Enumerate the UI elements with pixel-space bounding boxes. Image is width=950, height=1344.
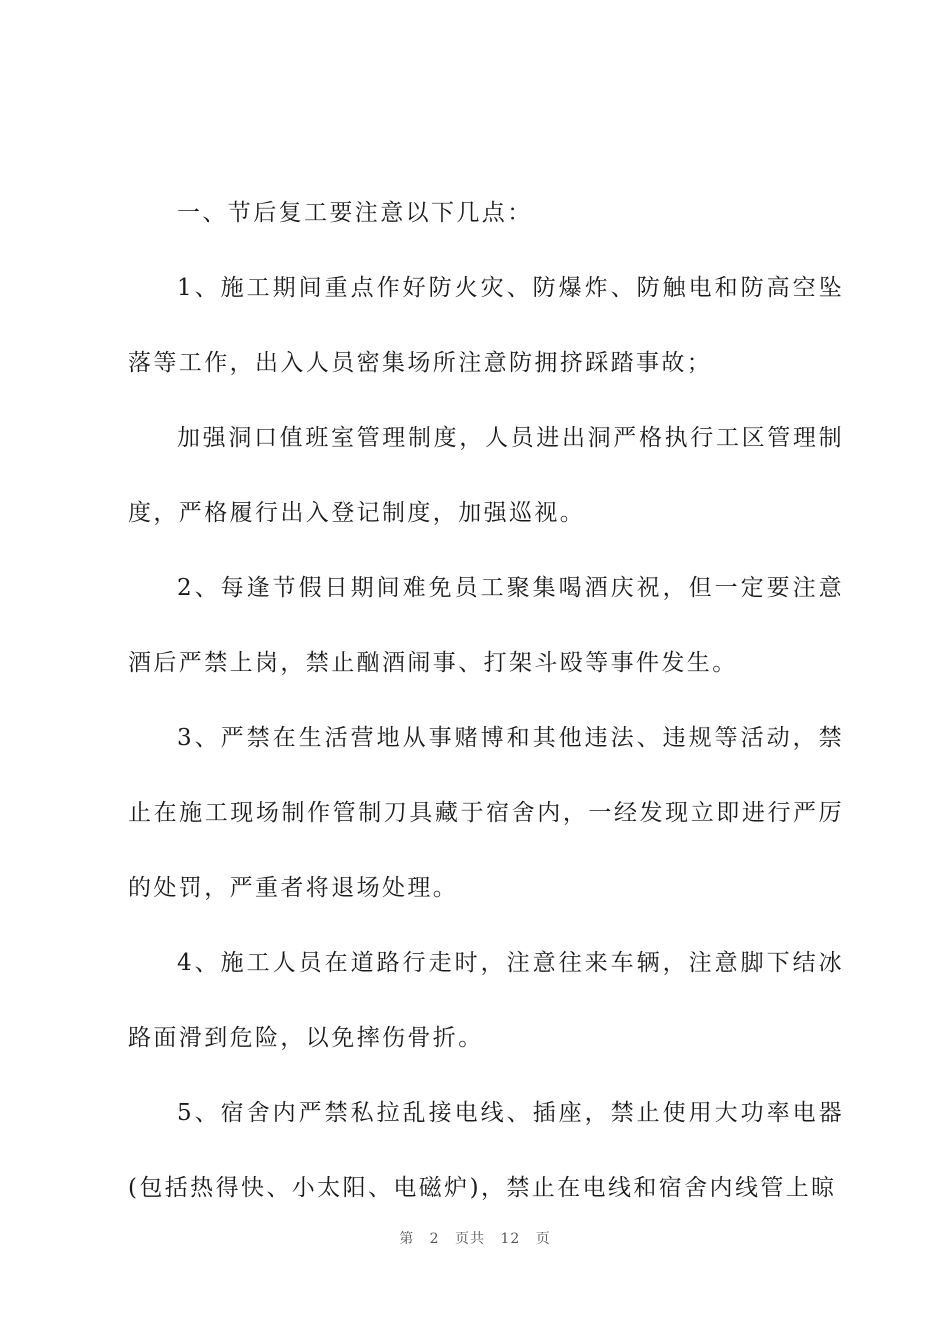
paragraph-item-3: 3、严禁在生活营地从事赌博和其他违法、违规等活动，禁止在施工现场制作管制刀具藏于宿舍内，一经发现立即进行严厉的处罚，严重者将退场处理。	[128, 725, 844, 901]
paragraph-item-1: 1、施工期间重点作好防火灾、防爆炸、防触电和防高空坠落等工作，出入人员密集场所注意防拥挤踩踏事故；	[128, 275, 844, 376]
page-number-footer: 第 2 页共 12 页	[399, 1231, 551, 1247]
paragraph-item-4: 4、施工人员在道路行走时，注意往来车辆，注意脚下结冰路面滑到危险，以免摔伤骨折。	[128, 950, 844, 1051]
paragraph-heading: 一、节后复工要注意以下几点：	[177, 200, 533, 226]
document-body	[128, 176, 844, 1226]
paragraph-item-1-continued: 加强洞口值班室管理制度，人员进出洞严格执行工区管理制度，严格履行出入登记制度，加强巡视。	[128, 425, 844, 526]
paragraph-item-2: 2、每逢节假日期间难免员工聚集喝酒庆祝，但一定要注意酒后严禁上岗，禁止酗酒闹事、打架斗殴等事件发生。	[128, 575, 844, 676]
paragraph-item-5: 5、宿舍内严禁私拉乱接电线、插座，禁止使用大功率电器(包括热得快、小太阳、电磁炉)，禁止在电线和宿舍内线管上晾	[128, 1100, 844, 1201]
